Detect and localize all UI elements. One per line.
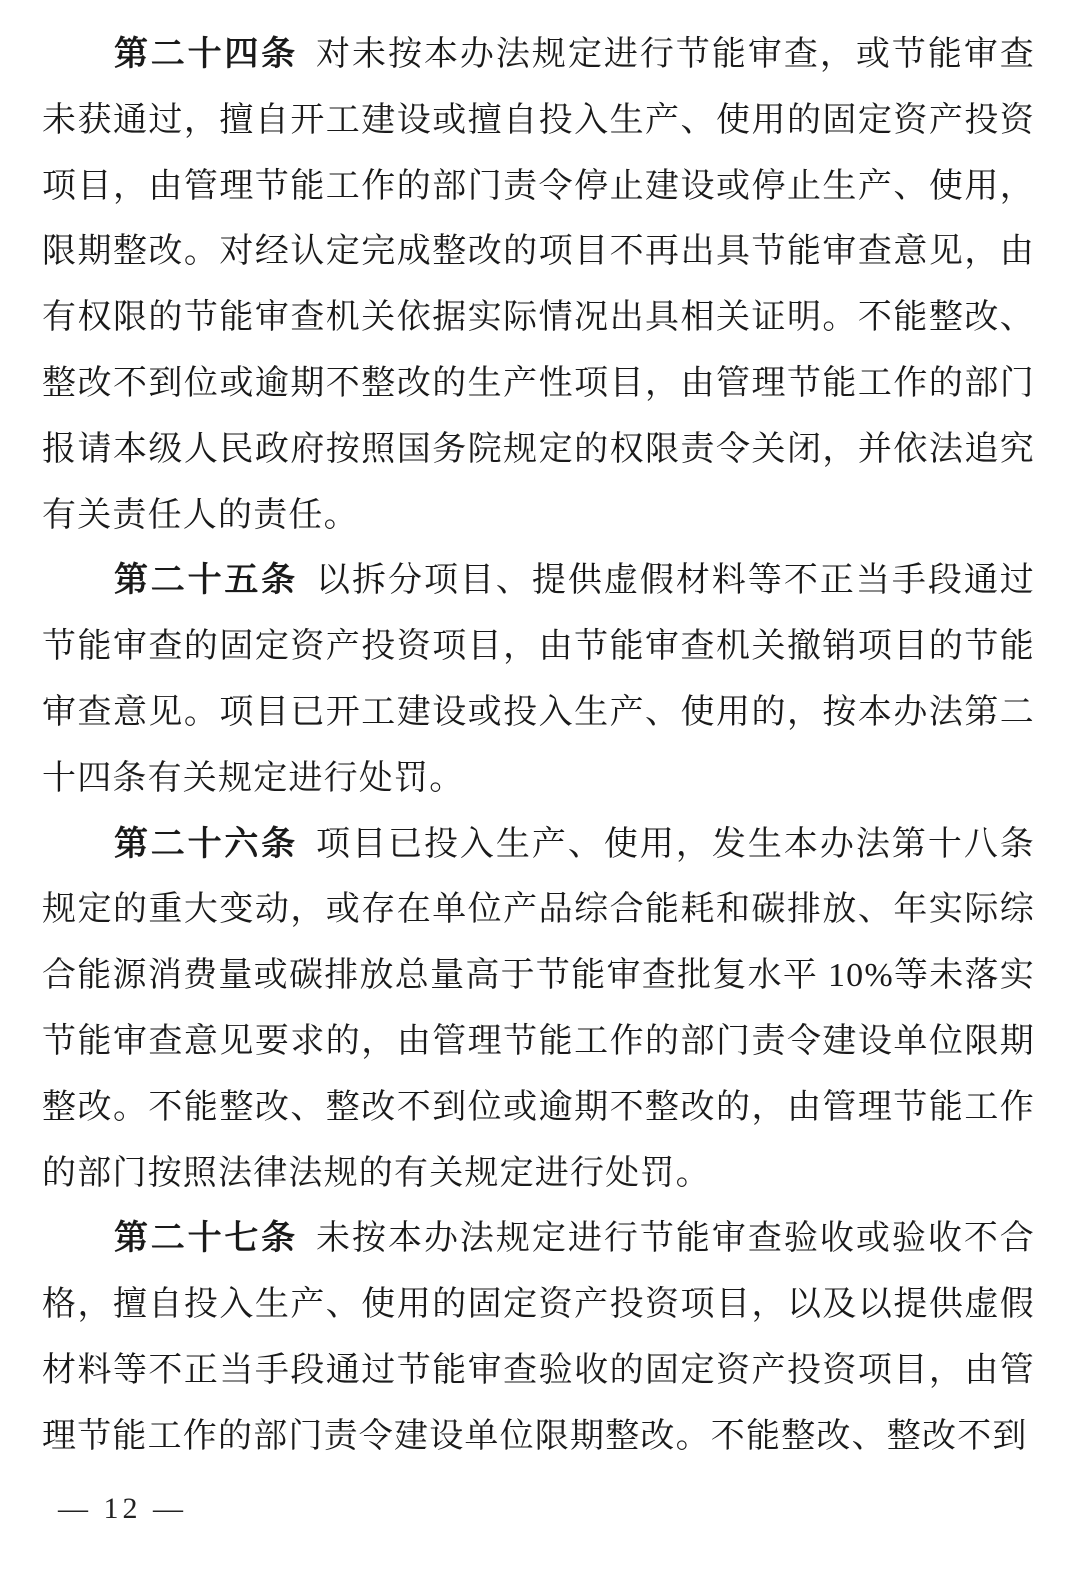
article-26-number: 第二十六条 <box>114 825 298 863</box>
article-26-text: 项目已投入生产、使用，发生本办法第十八条规定的重大变动，或存在单位产品综合能耗和碳排放、年实际综合能源消费量或碳排放总量高于节能审查批复水平 10%等未落实节能审查意见要求的，由管理节能工作的部门责令建设单位限期整改。不能整改、整改不到位或逾期不整改的，由管理节能工作的部门按照法律法规的有关规定进行处罚。 <box>42 825 1036 1192</box>
article-25-number: 第二十五条 <box>114 562 298 600</box>
document-body <box>42 22 1035 1470</box>
page-number: — 12 — <box>58 1492 187 1525</box>
article-24-number: 第二十四条 <box>114 36 298 73</box>
article-27-number: 第二十七条 <box>114 1220 298 1258</box>
article-25-paragraph <box>42 548 1035 811</box>
article-25-text: 以拆分项目、提供虚假材料等不正当手段通过节能审查的固定资产投资项目，由节能审查机关撤销项目的节能审查意见。项目已开工建设或投入生产、使用的，按本办法第二十四条有关规定进行处罚。 <box>42 562 1036 797</box>
article-24-paragraph <box>42 22 1035 548</box>
article-24-text: 对未按本办法规定进行节能审查，或节能审查未获通过，擅自开工建设或擅自投入生产、使用的固定资产投资项目，由管理节能工作的部门责令停止建设或停止生产、使用，限期整改。对经认定完成整改的项目不再出具节能审查意见，由有权限的节能审查机关依据实际情况出具相关证明。不能整改、整改不到位或逾期不整改的生产性项目，由管理节能工作的部门报请本级人民政府按照国务院规定的权限责令关闭，并依法追究有关责任人的责任。 <box>42 36 1036 534</box>
article-26-paragraph <box>42 812 1035 1207</box>
article-27-text: 未按本办法规定进行节能审查验收或验收不合格，擅自投入生产、使用的固定资产投资项目，以及以提供虚假材料等不正当手段通过节能审查验收的固定资产投资项目，由管理节能工作的部门责令建设单位限期整改。不能整改、整改不到 <box>42 1220 1036 1455</box>
article-27-paragraph <box>42 1206 1035 1469</box>
